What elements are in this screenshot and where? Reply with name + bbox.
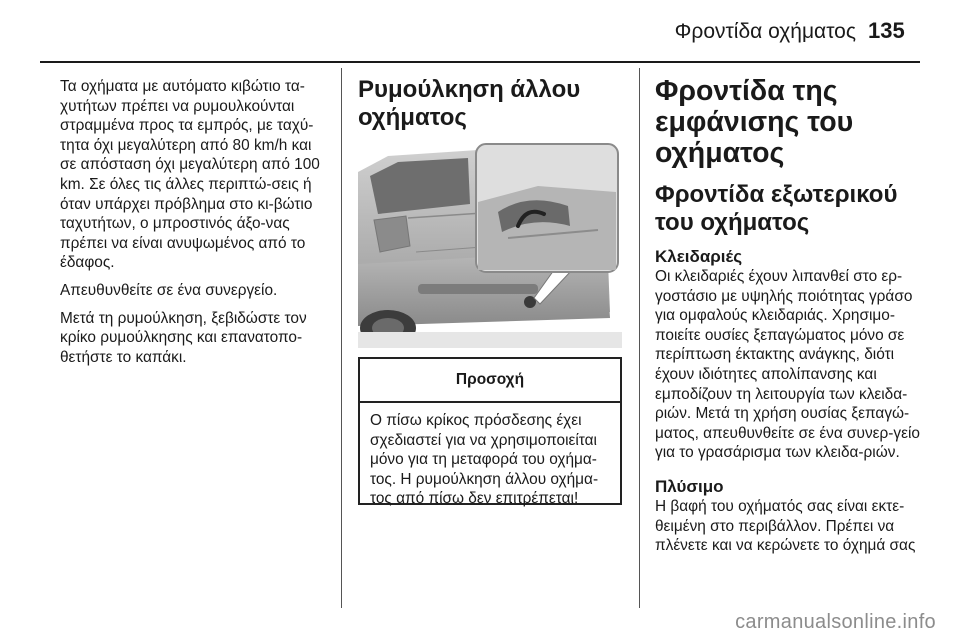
section-title-washing: Πλύσιμο	[655, 476, 724, 496]
column-3	[655, 76, 920, 556]
paragraph-after-towing: Μετά τη ρυμούλκηση, ξεβιδώστε τον κρίκο ρυμούλκησης και επανατοπο-θετήστε το καπάκι.	[60, 309, 307, 366]
page-number: 135	[868, 18, 905, 43]
paragraph-workshop: Απευθυνθείτε σε ένα συνεργείο.	[60, 281, 278, 299]
column-1	[60, 77, 328, 375]
section-washing	[655, 477, 920, 556]
watermark-text: carmanualsonline.info	[735, 611, 936, 633]
chapter-heading-appearance: Φροντίδα της εμφάνισης του οχήματος	[655, 75, 854, 169]
column-2	[358, 76, 622, 132]
warning-text: Ο πίσω κρίκος πρόσδεσης έχει σχεδιαστεί για να χρησιμοποιείται μόνο για τη μεταφορά του οχήμα-τος. Η ρυμούλκηση άλλου οχήμα-τος από πίσω δεν επιτρέπεται!	[370, 412, 599, 508]
paragraph-automatic-transmission: Τα οχήματα με αυτόματο κιβώτιο τα-χυτήτων πρέπει να ρυμουλκούνται στραμμένα προς τα εμπρός, με ταχύ-τητα όχι μεγαλύτερη από 80 km/h και σε απόσταση όχι μεγαλύτερη από 100 km. Σε όλες τις άλλες περιπτώ-σεις ή όταν υπάρχει πρόβλημα στο κι-βώτιο ταχυτήτων, ο μπροστινός άξο-νας πρέπει να είναι ανυψωμένος από το έδαφος.	[60, 78, 320, 272]
section-text-locks: Οι κλειδαριές έχουν λιπανθεί στο ερ-γοστάσιο με υψηλής ποιότητας γράσο για ομφαλούς κλειδαριάς. Χρησιμο-ποιείτε ουσίες ξεπαγώματος μόνο σε περίπτωση έκτακτης ανάγκης, διότι έχουν ιδιότητες απολίπανσης και εμποδίζουν τη λειτουργία των κλειδα-ριών. Μετά τη χρήση ουσίας ξεπαγώ-ματος, απευθυνθείτε σε ένα συνερ-γείο για το γρασάρισμα των κλειδα-ριών.	[655, 268, 920, 462]
rear-car-illustration	[358, 142, 622, 348]
column-divider-1	[341, 68, 342, 608]
subheading-exterior-care: Φροντίδα εξωτερικού του οχήματος	[655, 181, 898, 236]
column-divider-2	[639, 68, 640, 608]
section-heading-towing-other: Ρυμούλκηση άλλου οχήματος	[358, 76, 581, 131]
tow-eye-illustration	[358, 142, 622, 348]
warning-title: Προσοχή	[360, 359, 620, 403]
section-locks	[655, 247, 920, 463]
section-title-locks: Κλειδαριές	[655, 247, 743, 266]
header-rule	[40, 61, 920, 63]
warning-box	[358, 357, 622, 508]
header-title: Φροντίδα οχήματος	[674, 20, 856, 43]
section-text-washing: Η βαφή του οχήματός σας είναι εκτε-θειμένη στο περιβάλλον. Πρέπει να πλένετε και να κερώνετε το όχημά σας	[655, 497, 916, 555]
